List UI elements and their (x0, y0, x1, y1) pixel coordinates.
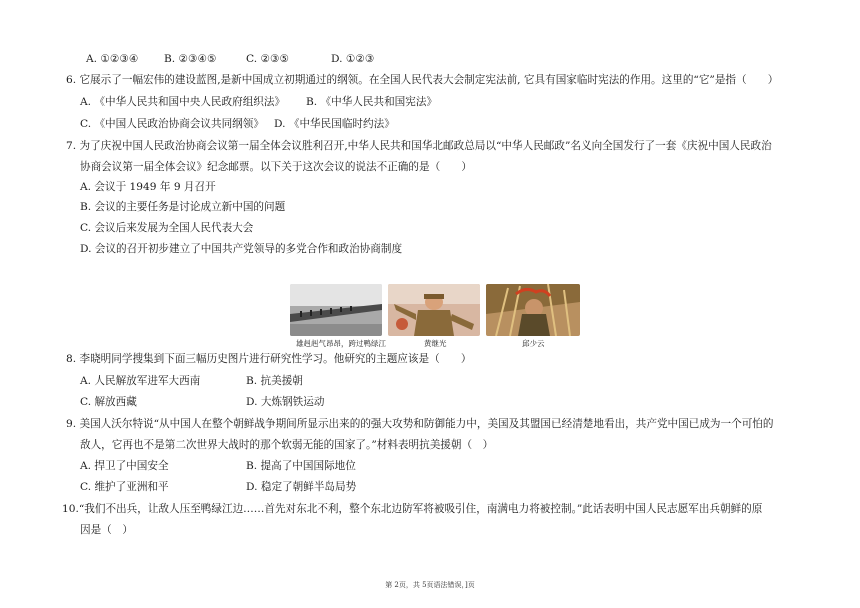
q7-option-d: D. 会议的召开初步建立了中国共产党领导的多党合作和政治协商制度 (80, 243, 403, 255)
q8-option-c: C. 解放西藏 (80, 396, 137, 408)
q8-option-a: A. 人民解放军进军大西南 (80, 375, 201, 387)
q6-option-c: C. 《中国人民政治协商会议共同纲领》 (80, 118, 264, 130)
q9-option-d: D. 稳定了朝鲜半岛局势 (246, 481, 357, 493)
q9-option-b: B. 提高了中国国际地位 (246, 460, 356, 472)
q8-option-d: D. 大炼钢铁运动 (246, 396, 325, 408)
q5-option-c: C. ②③⑤ (246, 53, 289, 65)
photo-huang-jiguang (388, 284, 480, 336)
q9-option-a: A. 捍卫了中国安全 (80, 460, 169, 472)
q10-stem-line2: 因是（ ） (80, 524, 133, 536)
caption-qiu-shaoyun: 邱少云 (522, 339, 545, 348)
photo-crossing-yalu-image (290, 284, 382, 336)
caption-huang-jiguang: 黄继光 (424, 339, 447, 348)
history-photos (290, 284, 580, 350)
q8-option-b: B. 抗美援朝 (246, 375, 303, 387)
q6-option-d: D. 《中华民国临时约法》 (274, 118, 395, 130)
q7-stem-line2: 协商会议第一届全体会议》纪念邮票。以下关于这次会议的说法不正确的是（ ） (80, 161, 472, 173)
q9-stem-line1: 9. 美国人沃尔特说“从中国人在整个朝鲜战争期间所显示出来的的强大攻势和防御能力中，美国及其盟国已经清楚地看出，共产党中国已成为一个可怕的 (66, 418, 774, 430)
q7-option-b: B. 会议的主要任务是讨论成立新中国的问题 (80, 201, 286, 213)
q7-option-a: A. 会议于 1949 年 9 月召开 (80, 181, 216, 193)
q5-option-a: A. ①②③④ (86, 53, 139, 65)
q6-stem: 6. 它展示了一幅宏伟的建设蓝图,是新中国成立初期通过的纲领。在全国人民代表大会制定宪法前, 它具有国家临时宪法的作用。这里的“它”是指（ ） (66, 74, 779, 86)
q10-stem-line1: 10.“我们不出兵，让敌人压至鸭绿江边……首先对东北不利，整个东北边防军将被吸引住，南满电力将被控制。”此话表明中国人民志愿军出兵朝鲜的原 (62, 503, 763, 515)
q5-options (86, 52, 426, 66)
q5-option-d: D. ①②③ (331, 53, 375, 65)
page-footer: 第 2页，共 5页语法错误，]页 (385, 581, 475, 589)
q9-stem-line2: 敌人，它再也不是第二次世界大战时的那个软弱无能的国家了。”材料表明抗美援朝（ ） (80, 439, 494, 451)
q9-option-c: C. 维护了亚洲和平 (80, 481, 169, 493)
q7-option-c: C. 会议后来发展为全国人民代表大会 (80, 222, 254, 234)
q5-option-b: B. ②③④⑤ (164, 53, 217, 65)
photo-crossing-yalu (290, 284, 382, 336)
caption-crossing-yalu: 雄赳赳气昂昂，跨过鸭绿江 (296, 339, 386, 348)
q7-stem-line1: 7. 为了庆祝中国人民政治协商会议第一届全体会议胜利召开,中华人民共和国华北邮政总局以“中华人民邮政”名义向全国发行了一套《庆祝中国人民政治 (66, 140, 772, 152)
photo-qiu-shaoyun (486, 284, 580, 336)
photo-huang-jiguang-image (388, 284, 480, 336)
q6-option-a: A. 《中华人民共和国中央人民政府组织法》 (80, 96, 286, 108)
photo-qiu-shaoyun-image (486, 284, 580, 336)
q6-option-b: B. 《中华人民共和国宪法》 (306, 96, 438, 108)
q8-stem: 8. 李晓明同学搜集到下面三幅历史图片进行研究性学习。他研究的主题应该是（ ） (66, 353, 472, 365)
